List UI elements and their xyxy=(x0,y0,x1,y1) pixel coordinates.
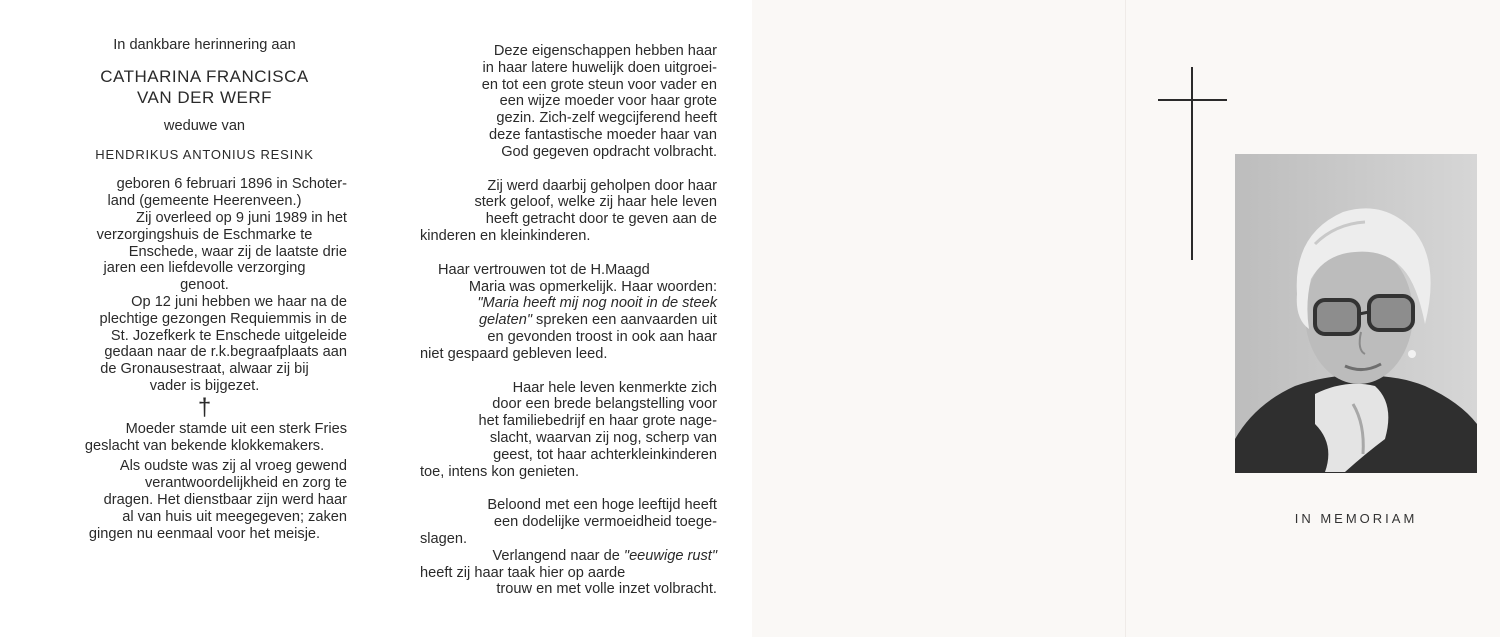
maria-paragraph xyxy=(420,262,717,363)
text-line: het familiebedrijf en haar grote nage- xyxy=(478,413,717,430)
quote-text: "eeuwige rust" xyxy=(623,547,717,564)
text-line xyxy=(420,548,717,565)
text-line: gezin. Zich-zelf wegcijferend heeft xyxy=(496,110,717,127)
text-line: geslacht van bekende klokkemakers. xyxy=(84,437,325,454)
text-line: sterk geloof, welke zij haar hele leven xyxy=(474,194,717,211)
text-line: heeft zij haar taak hier op aarde xyxy=(420,564,626,581)
text-line: God gegeven opdracht volbracht. xyxy=(501,143,717,160)
left-text-column xyxy=(62,37,347,542)
text-line: Deze eigenschappen hebben haar xyxy=(493,43,717,59)
text-line xyxy=(420,312,717,329)
text-line: slacht, waarvan zij nog, scherp van xyxy=(489,429,717,446)
text-line: al van huis uit meegegeven; zaken xyxy=(122,508,347,525)
portrait-photo xyxy=(1235,154,1477,473)
text-line: Enschede, waar zij de laatste drie xyxy=(128,243,347,260)
portrait-illustration xyxy=(1235,154,1477,473)
text-line: een dodelijke vermoeidheid toege- xyxy=(493,514,717,531)
text-line: Als oudste was zij al vroeg gewend xyxy=(119,458,347,475)
birth-death-paragraph xyxy=(62,176,347,294)
text-line: Zij werd daarbij geholpen door haar xyxy=(487,177,717,194)
text-line: genoot. xyxy=(180,277,229,294)
qualities-paragraph xyxy=(420,43,717,161)
text-line: een wijze moeder voor haar grote xyxy=(499,93,717,110)
text-line: Haar hele leven kenmerkte zich xyxy=(512,379,717,396)
text-line: toe, intens kon genieten. xyxy=(420,463,580,480)
intro-line: In dankbare herinnering aan xyxy=(113,37,296,53)
cover-fold-line xyxy=(1125,0,1126,637)
cover-cross-icon xyxy=(1191,67,1193,260)
widow-of-line: weduwe van xyxy=(163,117,246,134)
faith-paragraph xyxy=(420,178,717,245)
text-line: en gevonden troost in ook aan haar xyxy=(487,328,717,345)
text-line: gingen nu eenmaal voor het meisje. xyxy=(88,525,321,542)
text-line: Op 12 juni hebben we haar na de xyxy=(131,293,347,310)
deceased-name-line1: CATHARINA FRANCISCA xyxy=(100,66,309,86)
text-line: deze fantastische moeder haar van xyxy=(489,126,717,143)
text-line: geest, tot haar achterkleinkinderen xyxy=(493,446,717,463)
text-line: Beloond met een hoge leeftijd heeft xyxy=(487,497,717,514)
text-line: vader is bijgezet. xyxy=(149,377,260,394)
text-line: gedaan naar de r.k.begraafplaats aan xyxy=(104,344,347,361)
quote-text: gelaten" xyxy=(478,312,532,329)
text-line: en tot een grote steun voor vader en xyxy=(481,76,717,93)
youth-paragraph xyxy=(62,458,347,542)
text-line: niet gespaard gebleven leed. xyxy=(420,345,608,362)
text-line: geboren 6 februari 1896 in Schoter- xyxy=(116,176,347,193)
text-line: de Gronausestraat, alwaar zij bij xyxy=(100,361,309,378)
text-line: Maria was opmerkelijk. Haar woorden: xyxy=(468,278,717,295)
text-line: land (gemeente Heerenveen.) xyxy=(107,193,302,210)
text-line: kinderen en kleinkinderen. xyxy=(420,227,591,244)
text-line: jaren een liefdevolle verzorging xyxy=(103,260,306,277)
cross-icon: † xyxy=(197,393,212,421)
origin-paragraph xyxy=(62,421,347,455)
deceased-name-line2: VAN DER WERF xyxy=(136,87,273,107)
text-line: St. Jozefkerk te Enschede uitgeleide xyxy=(110,327,347,344)
text-line: Zij overleed op 9 juni 1989 in het xyxy=(136,209,347,226)
text-line: door een brede belangstelling voor xyxy=(492,396,717,413)
text-line: verantwoordelijkheid en zorg te xyxy=(145,475,347,492)
quote-text: "Maria heeft mij nog nooit in de steek xyxy=(477,295,717,312)
text-span: spreken een aanvaarden uit xyxy=(532,312,717,329)
maria-quote-line xyxy=(420,295,717,312)
age-paragraph xyxy=(420,497,717,547)
text-span: Verlangend naar de xyxy=(492,547,624,564)
funeral-paragraph xyxy=(62,294,347,395)
text-line: plechtige gezongen Requiemmis in de xyxy=(99,310,347,327)
cover-cross-bar xyxy=(1158,99,1227,101)
text-line: Moeder stamde uit een sterk Fries xyxy=(125,420,347,437)
rest-paragraph xyxy=(420,548,717,598)
text-line: slagen. xyxy=(420,530,468,547)
text-line: heeft getracht door te geven aan de xyxy=(485,211,717,228)
text-line: dragen. Het dienstbaar zijn werd haar xyxy=(103,491,347,508)
text-line: in haar latere huwelijk doen uitgroei- xyxy=(482,59,717,76)
husband-name: HENDRIKUS ANTONIUS RESINK xyxy=(95,146,314,162)
in-memoriam-title: IN MEMORIAM xyxy=(1294,511,1418,526)
right-text-column xyxy=(420,43,717,598)
text-line: verzorgingshuis de Eschmarke te xyxy=(96,226,313,243)
text-line: trouw en met volle inzet volbracht. xyxy=(496,581,717,598)
interest-paragraph xyxy=(420,380,717,481)
text-line: Haar vertrouwen tot de H.Maagd xyxy=(438,261,650,278)
